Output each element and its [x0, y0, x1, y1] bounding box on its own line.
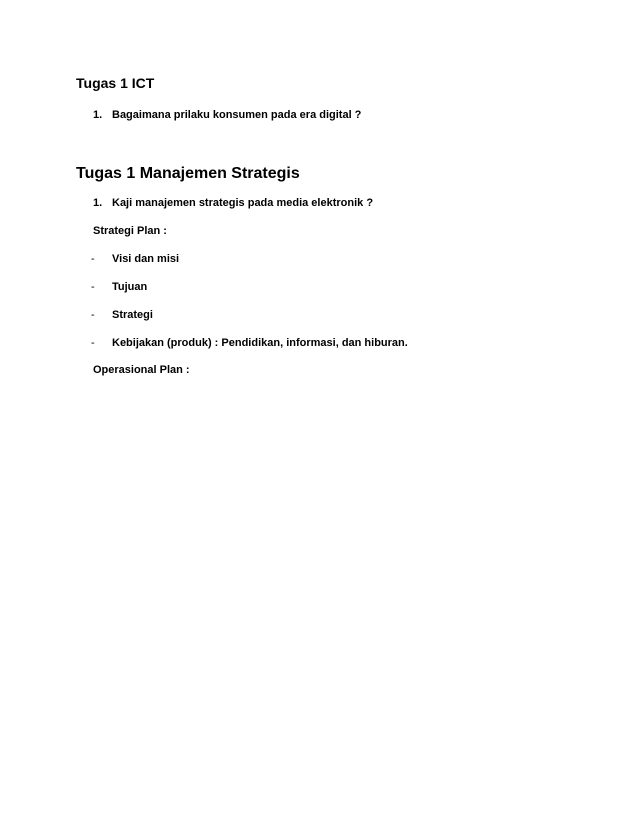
bullet-dash: -: [91, 337, 95, 349]
bullet-text: Strategi: [112, 309, 153, 321]
bullet-dash: -: [91, 281, 95, 293]
strategi-plan-label: Strategi Plan :: [93, 225, 167, 237]
bullet-dash: -: [91, 309, 95, 321]
question-text: Kaji manajemen strategis pada media elektronik ?: [112, 197, 374, 209]
bullet-text: Kebijakan (produk) : Pendidikan, informasi, dan hiburan.: [112, 337, 408, 349]
bullet-text: Tujuan: [112, 281, 148, 293]
bullet-dash: -: [91, 253, 95, 265]
question-text: Bagaimana prilaku konsumen pada era digital ?: [112, 109, 362, 121]
section-title-ict: Tugas 1 ICT: [76, 75, 155, 91]
operasional-plan-label: Operasional Plan :: [93, 364, 190, 376]
list-number: 1.: [93, 109, 103, 121]
section-title-manajemen-strategis: Tugas 1 Manajemen Strategis: [76, 165, 300, 182]
bullet-text: Visi dan misi: [112, 253, 180, 265]
list-number: 1.: [93, 197, 103, 209]
